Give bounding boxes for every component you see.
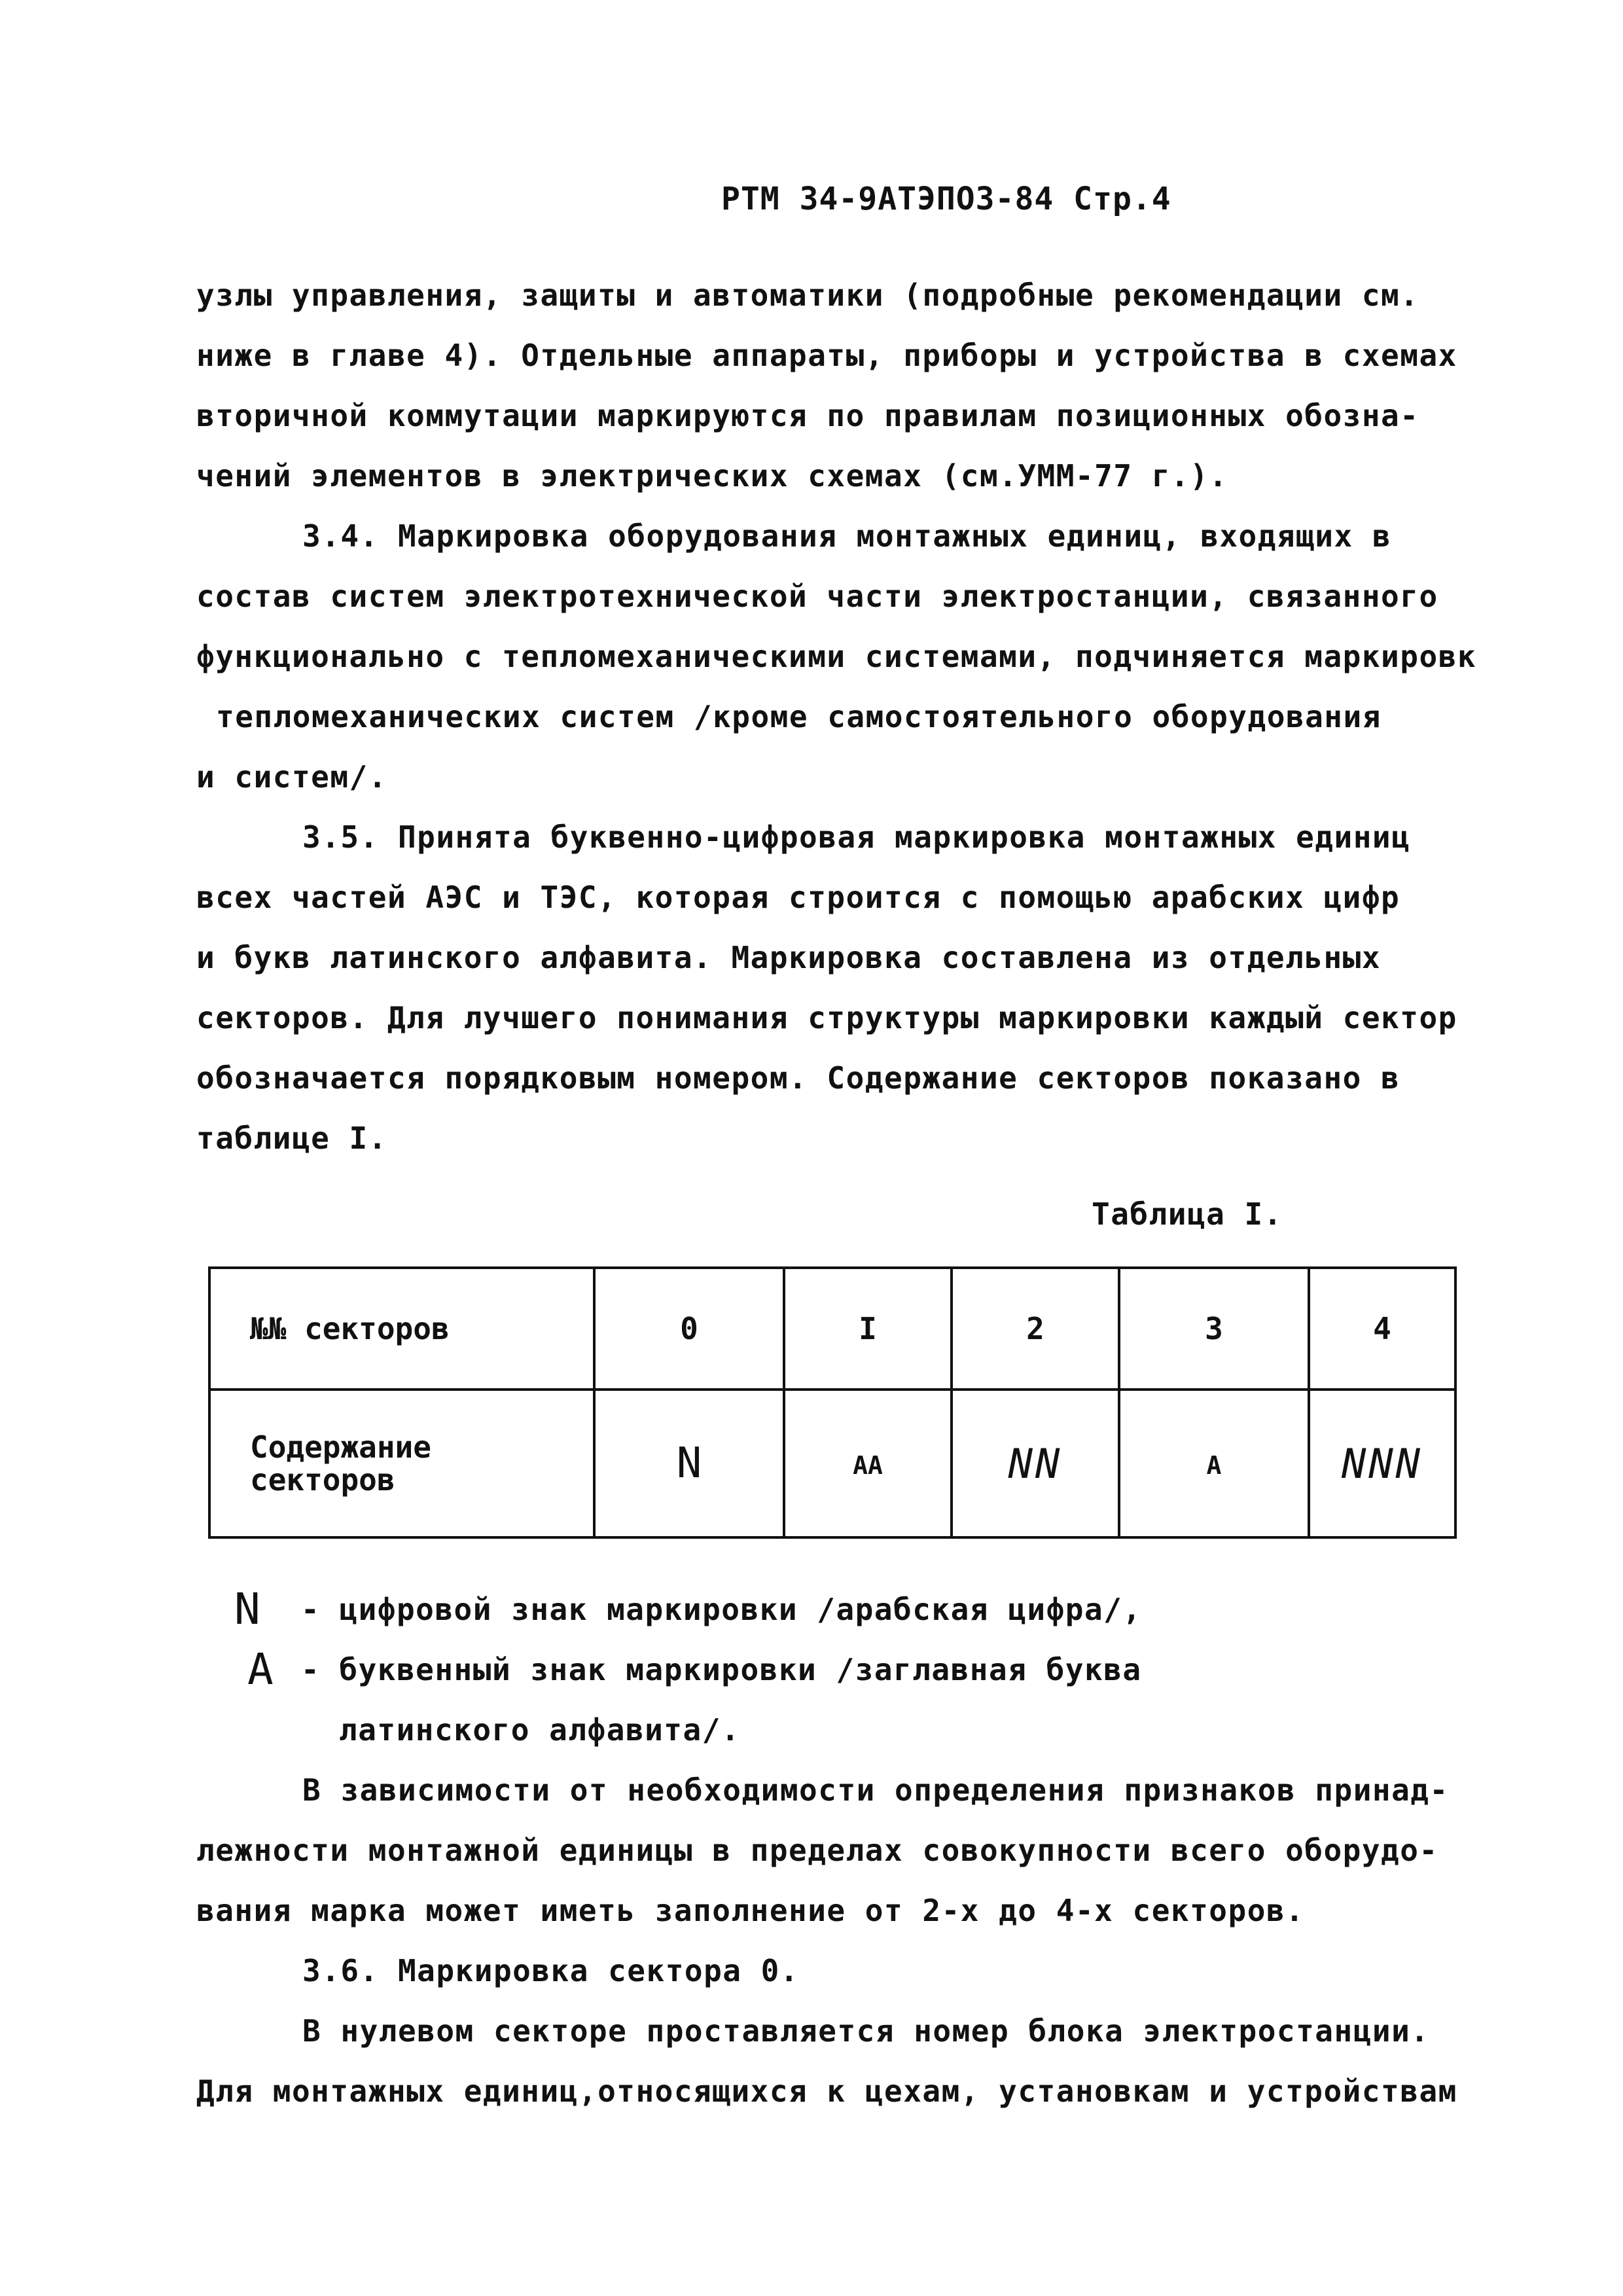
- text-line: вания марка может иметь заполнение от 2-х до 4-х секторов.: [196, 1893, 1305, 1928]
- table-content-row: [209, 1390, 1455, 1537]
- text-line: и систем/.: [196, 759, 387, 795]
- text-line: и букв латинского алфавита. Маркировка составлена из отдельных: [196, 940, 1382, 975]
- sector-number-3: 3: [1119, 1268, 1309, 1390]
- legend-continuation: латинского алфавита/.: [339, 1712, 741, 1748]
- sector-content-label-line2: секторов: [250, 1462, 395, 1498]
- legend-symbol-n: N: [234, 1584, 260, 1634]
- sector-content-1-value: AA: [853, 1451, 883, 1480]
- sector-content-2: [952, 1390, 1119, 1537]
- section-3-5-start: 3.5. Принята буквенно-цифровая маркировка монтажных единиц: [302, 819, 1411, 855]
- sector-content-label-line1: Содержание: [250, 1429, 431, 1465]
- sector-number-label: №№ секторов: [209, 1268, 594, 1390]
- section-3-4-start: 3.4. Маркировка оборудования монтажных единиц, входящих в: [302, 518, 1392, 554]
- text-line: тепломеханических систем /кроме самостоятельного оборудования: [216, 699, 1382, 734]
- sector-content-3: [1119, 1390, 1309, 1537]
- sector-content-2-value: NN: [1008, 1439, 1063, 1488]
- table-header-row: [209, 1268, 1455, 1390]
- text-line: узлы управления, защиты и автоматики (подробные рекомендации см.: [196, 278, 1419, 313]
- sector-number-0: 0: [594, 1268, 784, 1390]
- legend-text-a: - буквенный знак маркировки /заглавная буква: [301, 1652, 1142, 1687]
- sector-number-1: I: [784, 1268, 952, 1390]
- text-line: Для монтажных единиц,относящихся к цехам, установкам и устройствам: [196, 2073, 1457, 2109]
- text-line: вторичной коммутации маркируются по правилам позиционных обозна-: [196, 398, 1419, 433]
- text-line: секторов. Для лучшего понимания структуры маркировки каждый сектор: [196, 1000, 1457, 1035]
- legend-text-n: - цифровой знак маркировки /арабская цифра/,: [301, 1592, 1142, 1627]
- sector-content-0-value: N: [676, 1439, 702, 1488]
- text-line: ниже в главе 4). Отдельные аппараты, приборы и устройства в схемах: [196, 338, 1457, 373]
- text-line: лежности монтажной единицы в пределах совокупности всего оборудо-: [196, 1833, 1438, 1868]
- text-line: обозначается порядковым номером. Содержание секторов показано в: [196, 1060, 1400, 1096]
- sectors-table: [208, 1266, 1457, 1539]
- text-line: В зависимости от необходимости определения признаков принад-: [302, 1772, 1449, 1808]
- sector-content-0: [594, 1390, 784, 1537]
- page-header: РТМ 34-9АТЭПОЗ-84 Стр.4: [721, 181, 1171, 217]
- text-line: функционально с тепломеханическими системами, подчиняется маркировк: [196, 639, 1477, 674]
- sector-number-4: 4: [1309, 1268, 1455, 1390]
- text-line: всех частей АЭС и ТЭС, которая строится с помощью арабских цифр: [196, 880, 1400, 915]
- sector-content-label: [209, 1390, 594, 1537]
- text-line: чений элементов в электрических схемах (см.УММ-77 г.).: [196, 458, 1228, 493]
- text-line: состав систем электротехнической части электростанции, связанного: [196, 579, 1438, 614]
- table-caption: Таблица I.: [1092, 1196, 1283, 1232]
- sector-content-4-value: NNN: [1342, 1439, 1423, 1488]
- legend-symbol-a: A: [247, 1644, 274, 1695]
- sector-content-3-value: A: [1206, 1451, 1222, 1480]
- text-line: таблице I.: [196, 1121, 387, 1156]
- sector-content-4: [1309, 1390, 1455, 1537]
- text-line: В нулевом секторе проставляется номер блока электростанции.: [302, 2013, 1430, 2049]
- section-3-6-heading: 3.6. Маркировка сектора 0.: [302, 1953, 800, 1988]
- sector-number-2: 2: [952, 1268, 1119, 1390]
- sector-content-1: [784, 1390, 952, 1537]
